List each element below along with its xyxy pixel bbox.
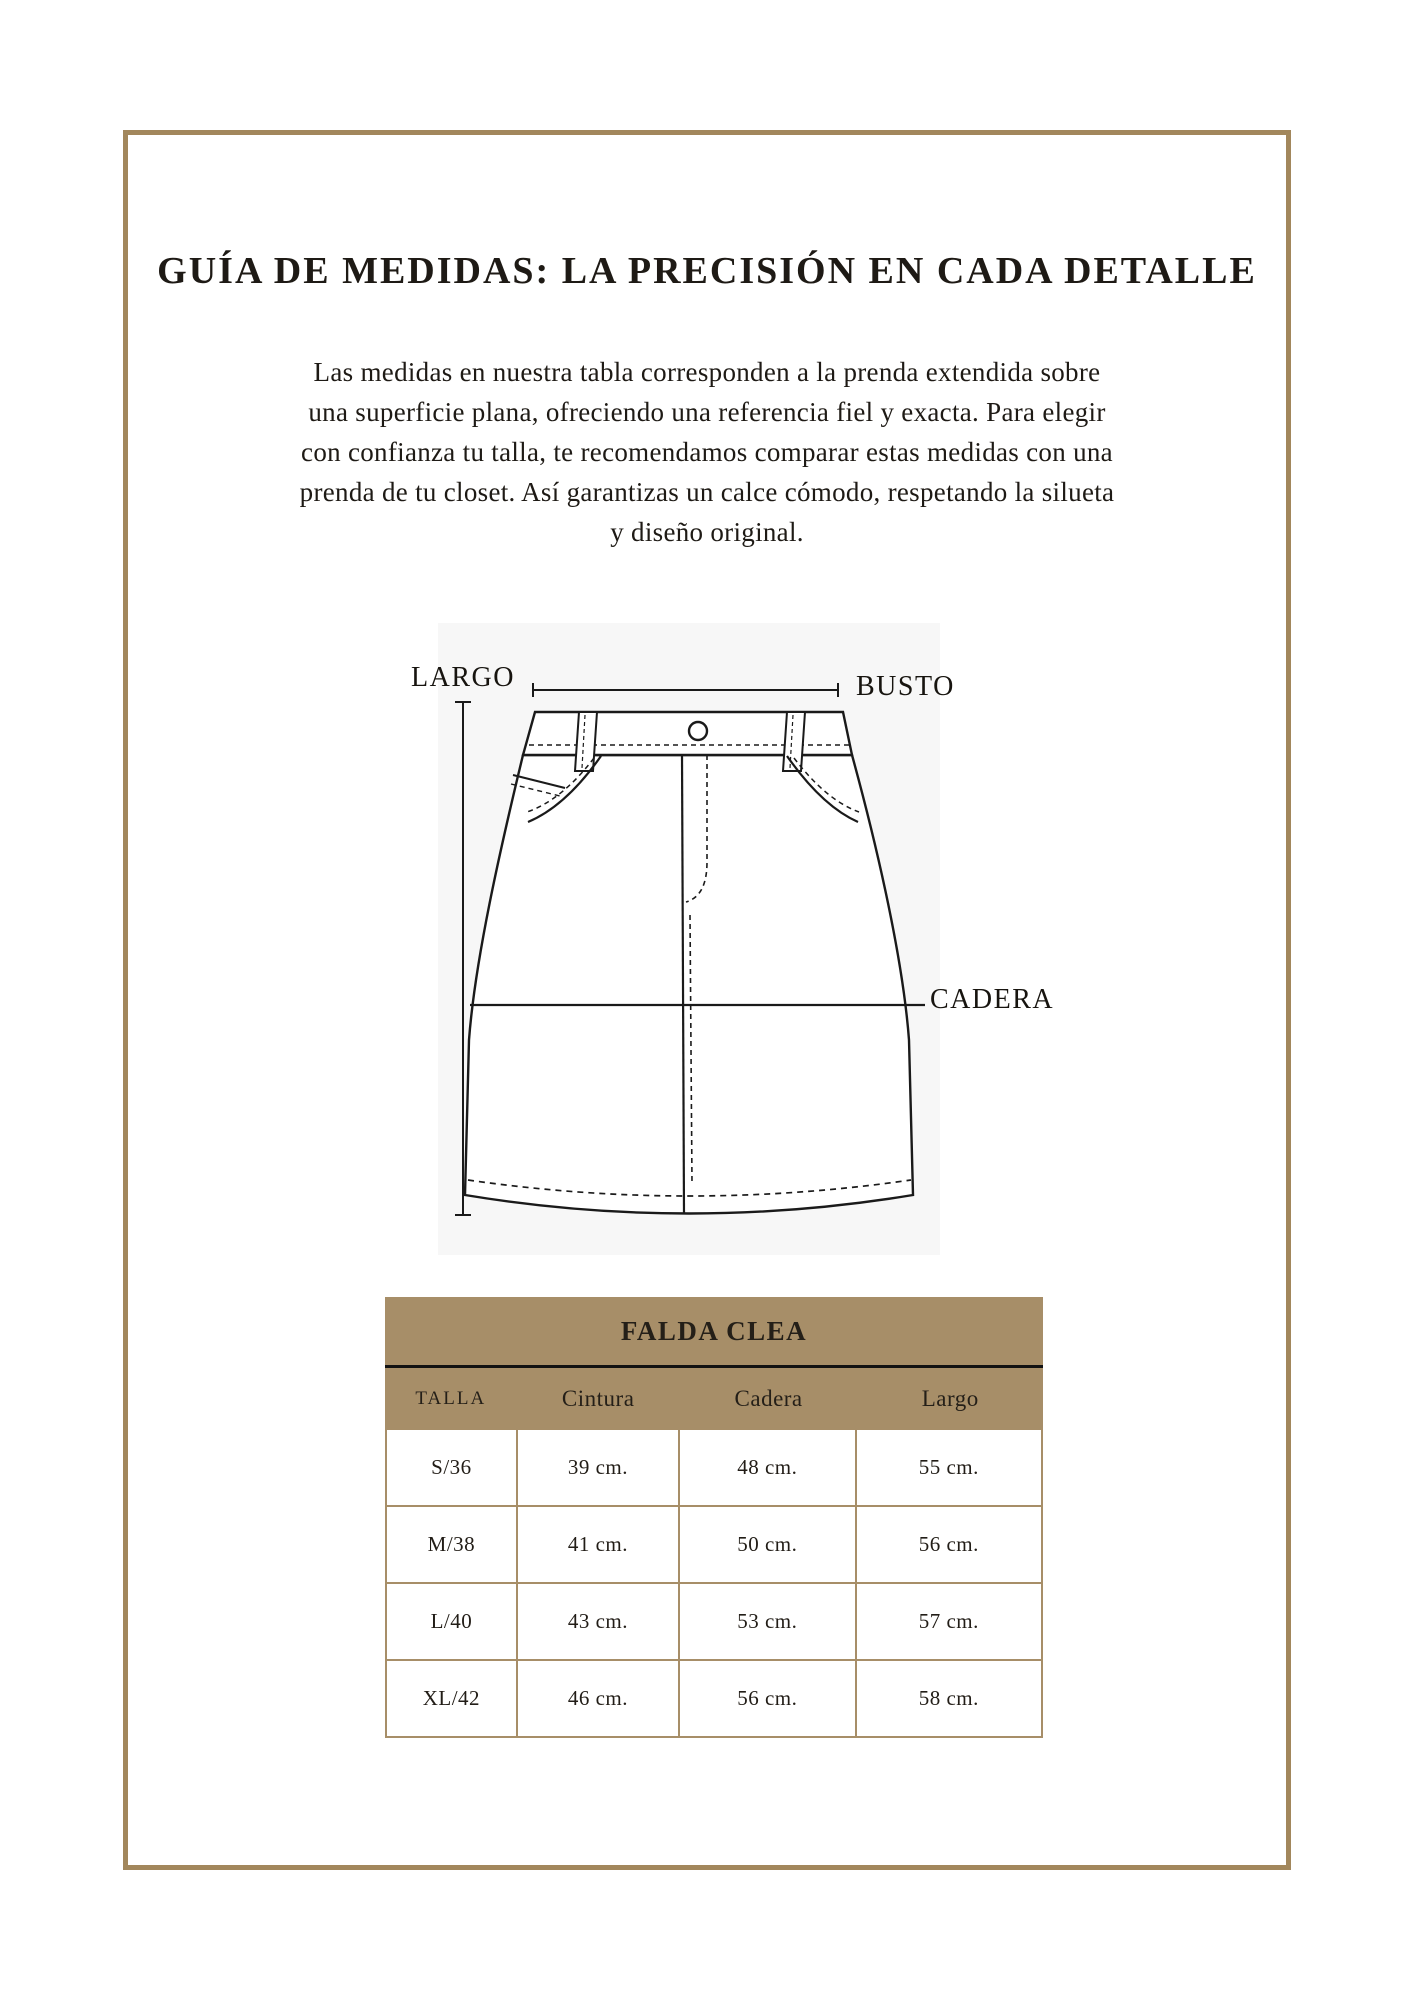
col-header-largo: Largo xyxy=(921,1386,979,1411)
intro-line: prenda de tu closet. Así garantizas un calce cómodo, respetando la silueta xyxy=(299,477,1115,507)
cell-cadera: 53 cm. xyxy=(680,1584,857,1659)
size-table xyxy=(385,1297,1043,1738)
cell-size: L/40 xyxy=(387,1584,518,1659)
skirt-technical-drawing xyxy=(430,610,950,1260)
col-header-cintura: Cintura xyxy=(561,1386,635,1411)
page-title: GUÍA DE MEDIDAS: LA PRECISIÓN EN CADA DETALLE xyxy=(157,250,1257,292)
table-row xyxy=(387,1430,1041,1507)
size-table-body xyxy=(385,1430,1043,1738)
cell-size: XL/42 xyxy=(387,1661,518,1736)
length-label: LARGO xyxy=(411,662,515,693)
bust-label: BUSTO xyxy=(856,671,955,702)
skirt-body-outline xyxy=(465,755,913,1214)
cell-size: S/36 xyxy=(387,1430,518,1505)
size-table-title: FALDA CLEA xyxy=(385,1297,1043,1365)
cell-cintura: 41 cm. xyxy=(518,1507,680,1582)
cell-cadera: 56 cm. xyxy=(680,1661,857,1736)
cell-cintura: 43 cm. xyxy=(518,1584,680,1659)
cell-largo: 56 cm. xyxy=(918,1532,979,1556)
table-row xyxy=(387,1507,1041,1584)
col-header-talla: TALLA xyxy=(415,1388,487,1409)
cell-largo: 57 cm. xyxy=(918,1609,979,1633)
intro-paragraph xyxy=(207,352,1207,552)
size-table-column-headers xyxy=(385,1368,1043,1430)
cell-cintura: 46 cm. xyxy=(518,1661,680,1736)
table-row xyxy=(387,1661,1041,1736)
hip-label: CADERA xyxy=(930,984,1055,1015)
col-header-cadera: Cadera xyxy=(734,1386,803,1411)
intro-line: y diseño original. xyxy=(610,517,804,547)
table-row xyxy=(387,1584,1041,1661)
intro-line: Las medidas en nuestra tabla corresponden a la prenda extendida sobre xyxy=(313,357,1101,387)
intro-line: con confianza tu talla, te recomendamos comparar estas medidas con una xyxy=(301,437,1113,467)
belt-loop-right xyxy=(783,712,805,771)
cell-cadera: 48 cm. xyxy=(680,1430,857,1505)
cell-cintura: 39 cm. xyxy=(518,1430,680,1505)
cell-largo: 55 cm. xyxy=(918,1455,979,1479)
cell-cadera: 50 cm. xyxy=(680,1507,857,1582)
waistband-button xyxy=(689,722,707,740)
cell-size: M/38 xyxy=(387,1507,518,1582)
belt-loop-left xyxy=(575,712,597,771)
intro-line: una superficie plana, ofreciendo una referencia fiel y exacta. Para elegir xyxy=(308,397,1106,427)
cell-largo: 58 cm. xyxy=(918,1686,979,1710)
